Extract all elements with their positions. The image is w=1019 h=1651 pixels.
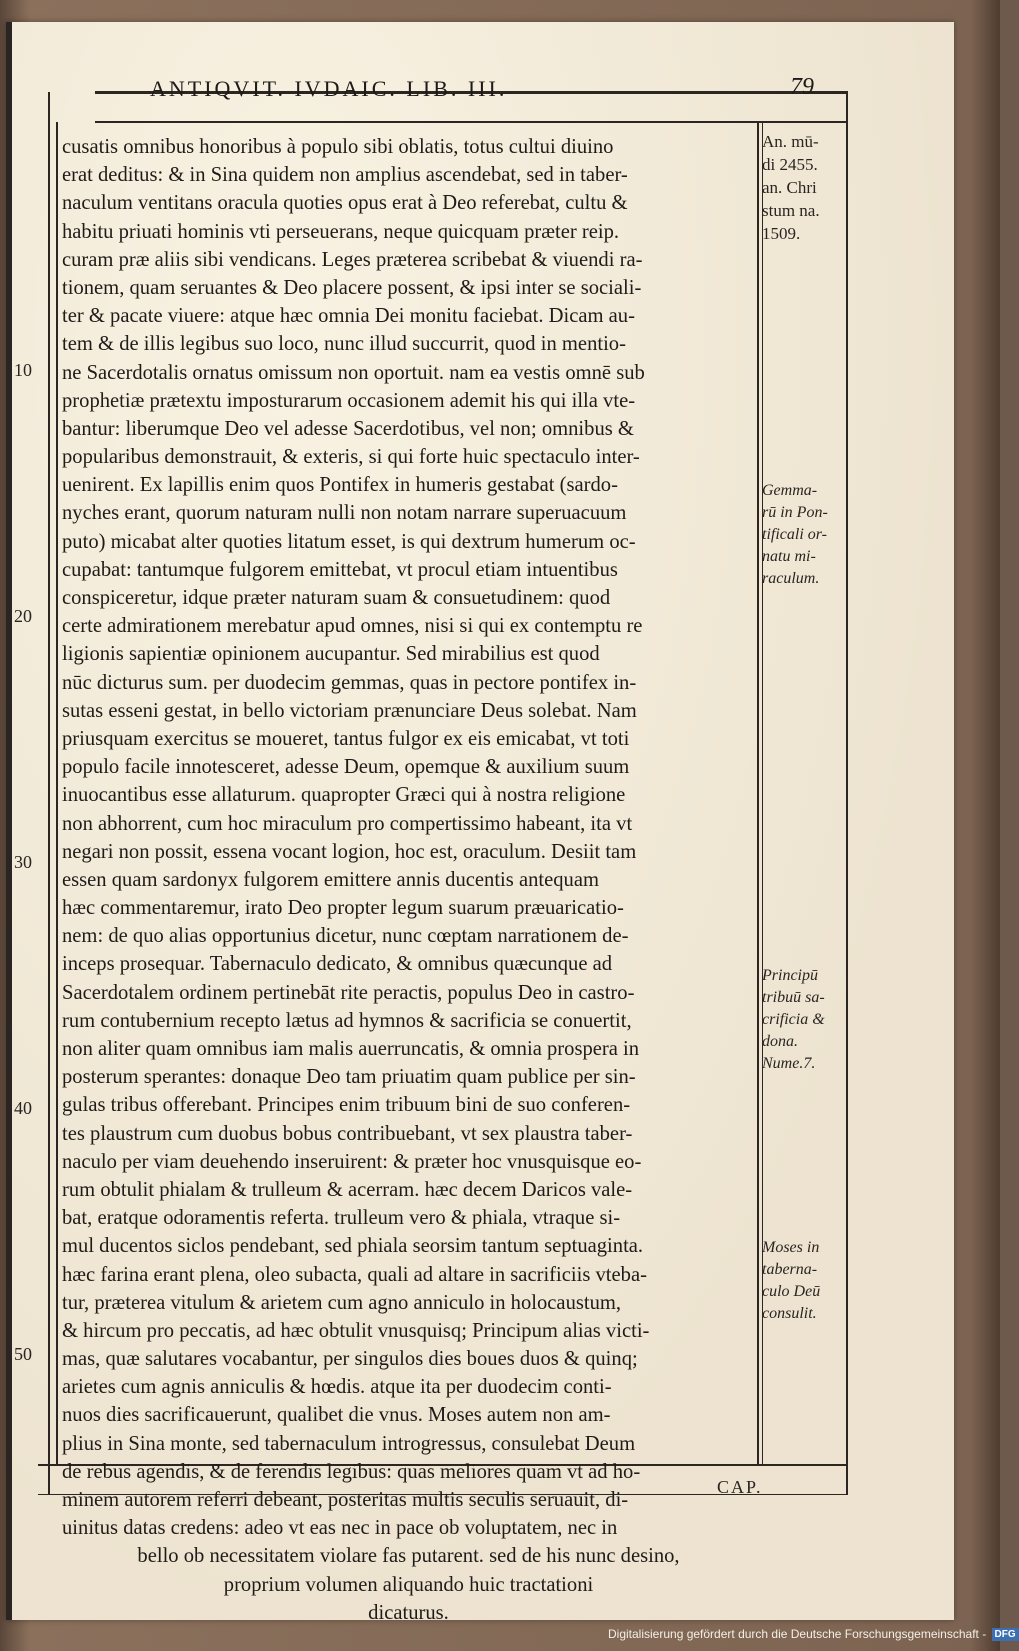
- text-line: & hircum pro peccatis, ad hæc obtulit vnusquisq; Principum alias victi-: [62, 1319, 650, 1342]
- marginal-note-princes: Principū tribuū sa- crificia & dona. Nume.7.: [762, 967, 825, 1072]
- text-line: uinitus datas credens: adeo vt eas nec in pace ob voluptatem, nec in: [62, 1517, 618, 1540]
- text-line: bantur: liberumque Deo vel adesse Sacerdotibus, vel non; omnibus &: [62, 417, 634, 440]
- digitization-credit: [608, 1627, 1019, 1641]
- text-line: uenirent. Ex lapillis enim quos Pontifex in humeris gestabat (sardo-: [62, 474, 618, 497]
- left-frame-rule: [48, 92, 50, 1494]
- text-line: naculum ventitans oracula quoties opus erat à Deo referebat, cultu &: [62, 192, 628, 215]
- text-line: popularibus demonstrauit, & exteris, si qui forte huic spectaculo inter-: [62, 446, 640, 469]
- text-line: habitu priuati hominis vti perseuerans, neque quicquam præter reip.: [62, 220, 620, 243]
- page-number: 79: [790, 74, 814, 100]
- text-line: tem & de illis legibus suo loco, nunc illud succurrit, quod in mentio-: [62, 333, 626, 356]
- text-line: plius in Sina monte, sed tabernaculum introgressus, consulebat Deum: [62, 1432, 636, 1455]
- text-line: bat, eratque odoramentis referta. trulleum vero & phiala, vtraque si-: [62, 1207, 621, 1230]
- text-line: posterum sperantes: donaque Deo tam priuatim quam publice per sin-: [62, 1066, 636, 1089]
- text-column-rule-right: [757, 122, 759, 1464]
- text-line: prophetiæ prætextu imposturarum occasionem ademit his qui illa vte-: [62, 389, 636, 412]
- binding-edge: [6, 22, 12, 1620]
- text-line-centered: bello ob necessitatem violare fas putarent. sed de his nunc desino,: [137, 1545, 680, 1568]
- text-line: inceps prosequar. Tabernaculo dedicato, & omnibus quæcunque ad: [62, 953, 613, 976]
- text-line: ligionis sapientiæ opinionem aucupantur. Sed mirabilius est quod: [62, 643, 600, 666]
- text-line: gulas tribus offerebant. Principes enim tribuum bini de suo conferen-: [62, 1094, 631, 1117]
- line-number-40: 40: [14, 1098, 32, 1118]
- text-line: priusquam exercitus se moueret, tantus fulgor ex eis emicabat, vt toti: [62, 727, 630, 750]
- text-line: non aliter quam omnibus iam malis auerruncatis, & omnia prospera in: [62, 1038, 640, 1060]
- text-line: sutas esseni gestat, in bello victoriam prænunciare Deus solebat. Nam: [62, 699, 637, 722]
- text-line: non abhorrent, cum hoc miraculum pro compertissimo habeant, ita vt: [62, 812, 633, 835]
- text-line: nyches erant, quorum naturam nulli non notam narrare superuacuum: [62, 502, 627, 525]
- catchword: CAP.: [717, 1477, 763, 1497]
- text-line: ne Sacerdotalis ornatus omissum non oportuit. nam ea vestis omnē sub: [62, 361, 645, 384]
- text-line: essen quam sardonyx fulgorem emittere annis ducentis antequam: [62, 868, 599, 891]
- text-line: nuos dies sacrificauerunt, qualibet die vnus. Moses autem non am-: [62, 1404, 611, 1427]
- text-line: naculo per viam deuehendo inseruirent: & præter hoc vnusquisque eo-: [62, 1150, 642, 1173]
- line-number-10: 10: [14, 360, 32, 380]
- marginal-note-chronology: An. mū- di 2455. an. Chri stum na. 1509.: [762, 132, 820, 243]
- text-line: curam præ aliis sibi vendicans. Leges præterea scribebat & viuendi ra-: [62, 248, 643, 271]
- main-text-column: [62, 133, 755, 1627]
- text-line: negari non possit, essena vocant logion, hoc est, oraculum. Desiit tam: [62, 840, 637, 863]
- text-line: rum contubernium recepto lætus ad hymnos & sacrificia se conuertit,: [62, 1009, 632, 1032]
- text-line: nūc dicturus sum. per duodecim gemmas, quas in pectore pontifex in-: [62, 671, 637, 694]
- text-line: hæc commentaremur, irato Deo propter legum suarum præuaricatio-: [62, 897, 624, 920]
- credit-text: Digitalisierung gefördert durch die Deutsche Forschungsgemeinschaft -: [608, 1627, 987, 1641]
- text-line: conspiceretur, idque præter naturam suam & consuetudinem: quod: [62, 587, 611, 609]
- text-line: inuocantibus esse allaturum. quapropter Græci qui à nostra religione: [62, 784, 626, 807]
- text-line-centered: dicaturus.: [368, 1601, 449, 1624]
- text-line: mas, quæ salutares vocabantur, per singulos dies boues duos & quinq;: [62, 1348, 638, 1371]
- marginal-note-gems: Gemma- rū in Pon- tificali or- natu mi- raculum.: [762, 482, 828, 587]
- text-line: minem autorem referri debeant, posteritas multis seculis seruauit, di-: [62, 1489, 629, 1511]
- text-line: cupabat: tantumque fulgorem emittebat, vt procul etiam intuentibus: [62, 558, 618, 581]
- text-line: ter & pacate viuere: atque hæc omnia Dei monitu faciebat. Dicam au-: [62, 305, 635, 328]
- line-number-20: 20: [14, 606, 32, 626]
- text-line: arietes cum agnis anniculis & hœdis. atque ita per duodecim conti-: [62, 1376, 612, 1399]
- text-line: rum obtulit phialam & trulleum & acerram. hæc decem Daricos vale-: [62, 1178, 633, 1201]
- text-line: tionem, quam seruantes & Deo placere possent, & ipsi inter se sociali-: [62, 276, 642, 299]
- text-line: puto) micabat alter quoties litatum esset, is qui dextrum humerum oc-: [62, 530, 636, 553]
- text-line: erat deditus: & in Sina quidem non amplius ascendebat, sed in taber-: [62, 164, 628, 187]
- text-line: tes plaustrum cum duobus bobus contribuebant, vt sex plaustra taber-: [62, 1122, 633, 1145]
- line-number-30: 30: [14, 852, 32, 872]
- text-line: populo facile innotesceret, adesse Deum, opemque & auxilium suum: [62, 756, 630, 779]
- text-line: nem: de quo alias opportunius dicetur, nunc cœptam narrationem de-: [62, 925, 629, 948]
- text-line: Sacerdotalem ordinem pertinebāt rite peractis, populus Deo in castro-: [62, 981, 635, 1004]
- marginal-note-moses: Moses in taberna- culo Deū consulit.: [762, 1239, 821, 1322]
- text-line: certe admirationem merebatur apud omnes, nisi si qui ex contemptu re: [62, 615, 643, 638]
- text-line-centered: proprium volumen aliquando huic tractationi: [223, 1573, 594, 1596]
- text-column-rule-left: [56, 122, 58, 1464]
- text-line: mul ducentos siclos pendebant, sed phiala seorsim tantum septuaginta.: [62, 1235, 644, 1258]
- line-number-50: 50: [14, 1344, 32, 1364]
- running-title: ANTIQVIT. IVDAIC. LIB. III.: [150, 76, 508, 101]
- text-line: cusatis omnibus honoribus à populo sibi oblatis, totus cultui diuino: [62, 136, 614, 158]
- text-line: hæc farina erant plena, oleo subacta, quali ad altare in sacrificiis vteba-: [62, 1263, 647, 1286]
- text-line: de rebus agendis, & de ferendis legibus: quas meliores quam vt ad ho-: [62, 1460, 641, 1483]
- text-line: tur, præterea vitulum & arietem cum agno anniculo in holocaustum,: [62, 1291, 622, 1314]
- header-rule-bottom: [95, 121, 848, 123]
- dfg-logo: DFG: [992, 1628, 1019, 1641]
